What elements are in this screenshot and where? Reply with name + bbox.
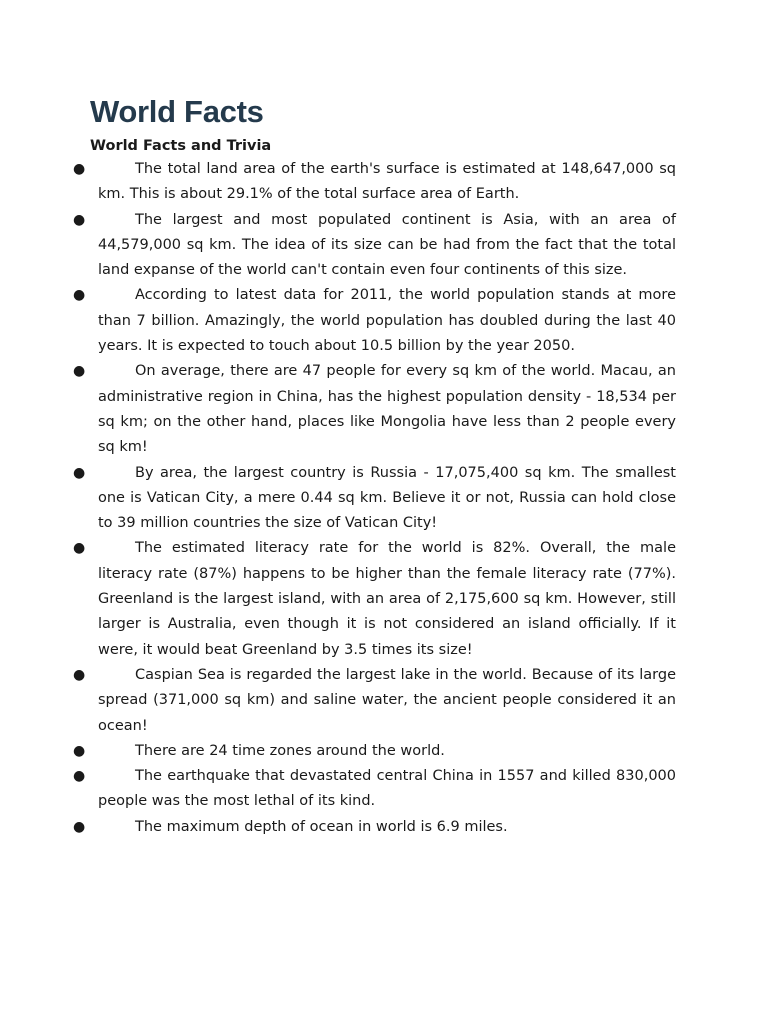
bullet-icon: ●: [73, 211, 86, 228]
fact-text: The estimated literacy rate for the world is 82%. Overall, the male literacy rate (87%) happens to be higher than the female literacy rate (77%). Greenland is the largest island, with an area of 2,175,600 sq km. However, still larger is Australia, even though it is not considered an island officially. If it were, it would beat Greenland by 3.5 times its size!: [98, 540, 676, 658]
list-item: [0, 536, 768, 662]
page-subtitle: World Facts and Trivia: [90, 138, 272, 154]
fact-text: Caspian Sea is regarded the largest lake in the world. Because of its large spread (371,000 sq km) and saline water, the ancient people considered it an ocean!: [98, 666, 676, 734]
fact-text: There are 24 time zones around the world.: [135, 742, 445, 759]
fact-text: The maximum depth of ocean in world is 6.9 miles.: [135, 818, 508, 835]
bullet-icon: ●: [73, 768, 86, 785]
list-item: [0, 461, 768, 537]
list-item: [0, 739, 768, 764]
facts-list: [0, 157, 768, 840]
list-item: [0, 283, 768, 359]
list-item: [0, 663, 768, 739]
list-item: [0, 157, 768, 208]
bullet-icon: ●: [73, 287, 86, 304]
bullet-icon: ●: [73, 161, 86, 177]
fact-text: According to latest data for 2011, the world population stands at more than 7 billion. Amazingly, the world population has doubled during the last 40 years. It is expected to touch about 10.5 billion by the year 2050.: [98, 287, 676, 355]
bullet-icon: ●: [73, 540, 86, 557]
fact-text: By area, the largest country is Russia - 17,075,400 sq km. The smallest one is Vatican City, a mere 0.44 sq km. Believe it or not, Russia can hold close to 39 million countries the size of Vatican City!: [98, 464, 676, 532]
fact-text: On average, there are 47 people for every sq km of the world. Macau, an administrative region in China, has the highest population density - 18,534 per sq km; on the other hand, places like Mongolia have less than 2 people every sq km!: [98, 363, 676, 456]
bullet-icon: ●: [73, 742, 86, 759]
bullet-icon: ●: [73, 818, 86, 835]
fact-text: The earthquake that devastated central China in 1557 and killed 830,000 people was the most lethal of its kind.: [98, 768, 676, 810]
fact-text: The largest and most populated continent is Asia, with an area of 44,579,000 sq km. The idea of its size can be had from the fact that the total land expanse of the world can't contain even four continents of this size.: [98, 211, 676, 279]
list-item: [0, 764, 768, 815]
list-item: [0, 208, 768, 284]
bullet-icon: ●: [73, 666, 86, 683]
list-item: [0, 359, 768, 460]
bullet-icon: ●: [73, 363, 86, 380]
page-title: World Facts: [90, 94, 264, 129]
bullet-icon: ●: [73, 464, 86, 481]
list-item: [0, 815, 768, 840]
fact-text: The total land area of the earth's surface is estimated at 148,647,000 sq km. This is about 29.1% of the total surface area of Earth.: [98, 161, 676, 203]
